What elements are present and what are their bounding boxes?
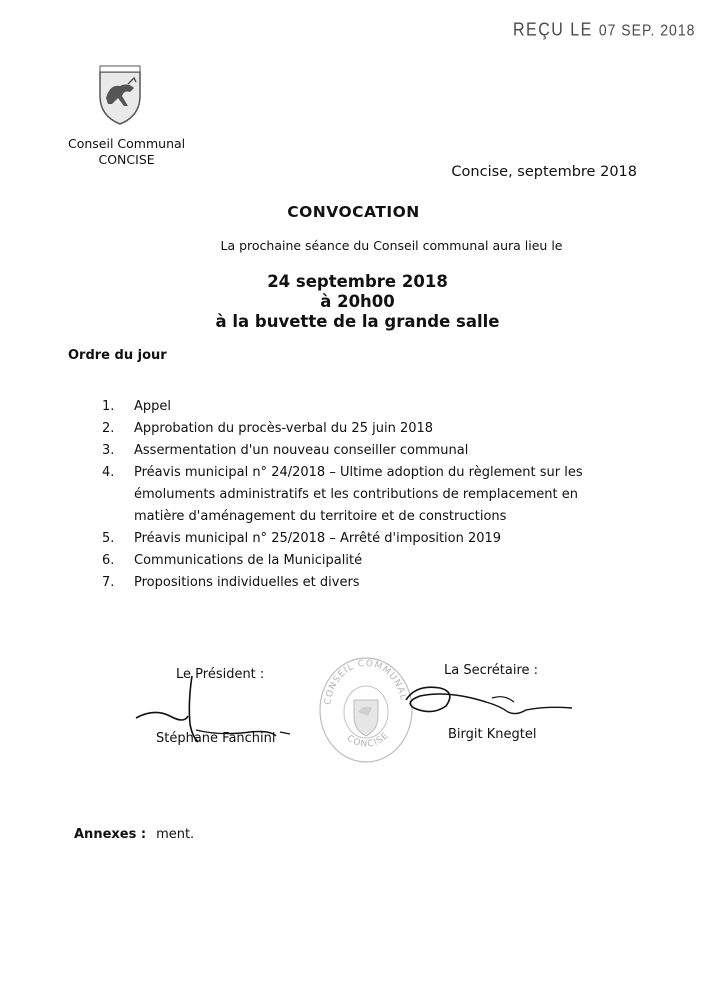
stamp-date: 07 SEP. 2018	[598, 20, 696, 40]
seal-text-bottom: CONCISE	[344, 730, 392, 750]
agenda-item-number: 7.	[102, 575, 115, 590]
agenda-item-text: Approbation du procès-verbal du 25 juin 2018	[134, 421, 434, 436]
president-label: Le Président :	[176, 667, 265, 682]
reception-stamp	[513, 21, 695, 42]
annexes	[74, 827, 194, 842]
agenda-heading: Ordre du jour	[68, 348, 167, 363]
intro-text: La prochaine séance du Conseil communal aura lieu le	[220, 238, 563, 253]
president-name: Stéphane Fanchini	[156, 731, 276, 746]
list-item	[102, 462, 622, 528]
agenda-item-text: Communications de la Municipalité	[134, 553, 363, 568]
agenda-item-number: 2.	[102, 421, 115, 436]
agenda-item-number: 6.	[102, 553, 115, 568]
document-title: CONVOCATION	[287, 203, 420, 221]
agenda-item-number: 5.	[102, 531, 115, 546]
agenda-item-text: Préavis municipal n° 25/2018 – Arrêté d'imposition 2019	[134, 531, 502, 546]
list-item	[102, 440, 622, 462]
list-item	[102, 550, 622, 572]
seal-text-top: CONSEIL COMMUNAL	[323, 658, 409, 706]
agenda-item-text: Préavis municipal n° 24/2018 – Ultime adoption du règlement sur les émoluments administratifs et les contributions de remplacement en matière d'aménagement du territoire et de constructions	[134, 465, 583, 524]
coat-of-arms-icon	[94, 62, 146, 126]
agenda-item-number: 3.	[102, 443, 115, 458]
secretary-name: Birgit Knegtel	[448, 727, 537, 742]
secretary-signature-icon	[396, 676, 576, 726]
meeting-date: 24 septembre 2018	[267, 272, 448, 291]
meeting-location: à la buvette de la grande salle	[215, 312, 500, 331]
meeting-time: à 20h00	[320, 292, 395, 311]
commune-name: CONCISE	[98, 152, 155, 167]
annexes-value: ment.	[156, 827, 195, 842]
stamp-received: REÇU LE	[513, 20, 593, 41]
list-item	[102, 396, 622, 418]
agenda-list	[102, 396, 622, 594]
agenda-item-text: Assermentation d'un nouveau conseiller communal	[134, 443, 469, 458]
agenda-item-text: Appel	[134, 399, 172, 414]
secretary-label: La Secrétaire :	[444, 663, 539, 678]
list-item	[102, 572, 622, 594]
list-item	[102, 418, 622, 440]
council-name: Conseil Communal	[68, 136, 186, 151]
list-item	[102, 528, 622, 550]
agenda-item-text: Propositions individuelles et divers	[134, 575, 360, 590]
place-date: Concise, septembre 2018	[451, 164, 637, 180]
council-header	[68, 136, 185, 168]
agenda-item-number: 4.	[102, 465, 115, 480]
annexes-label: Annexes :	[74, 827, 147, 842]
agenda-item-number: 1.	[102, 399, 115, 414]
president-signature-icon	[130, 672, 330, 762]
